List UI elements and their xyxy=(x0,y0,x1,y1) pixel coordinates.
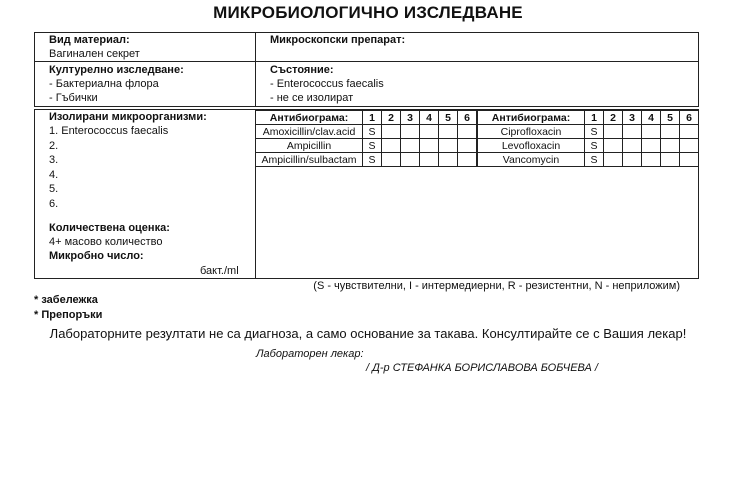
antibiogram-header: Антибиограма: xyxy=(478,111,585,125)
culture-item: - Гъбички xyxy=(49,92,98,104)
col-header: 2 xyxy=(382,111,401,125)
culture-label: Културелно изследване: xyxy=(49,64,184,76)
table-row xyxy=(478,125,699,139)
state-item: - не се изолират xyxy=(270,92,354,104)
antibiotic-name: Ampicillin xyxy=(256,139,363,153)
isolated-item: 4. xyxy=(49,169,59,181)
antibiogram-table-right xyxy=(477,110,699,167)
quant-label: Количествена оценка: xyxy=(49,222,170,234)
sensitivity-cell: S xyxy=(585,153,604,167)
disclaimer-text: Лабораторните резултати не са диагноза, а само основание за такава. Консултирайте се с Вашия лекар! xyxy=(49,326,687,341)
sensitivity-cell: S xyxy=(363,139,382,153)
isolated-label: Изолирани микроорганизми: xyxy=(49,111,207,123)
col-header: 5 xyxy=(661,111,680,125)
col-header: 3 xyxy=(623,111,642,125)
recommend-note: * Препоръки xyxy=(34,309,103,321)
isolated-item: 3. xyxy=(49,154,59,166)
material-label: Вид материал: xyxy=(49,34,130,46)
sensitivity-cell: S xyxy=(585,125,604,139)
doctor-label: Лабораторен лекар: xyxy=(256,348,364,360)
table-header-row xyxy=(256,111,477,125)
state-label: Състояние: xyxy=(270,64,334,76)
table-row xyxy=(256,125,477,139)
micro-count-label: Микробно число: xyxy=(49,250,144,262)
sensitivity-cell: S xyxy=(363,125,382,139)
sensitivity-cell: S xyxy=(363,153,382,167)
sensitivity-cell: S xyxy=(585,139,604,153)
table-row xyxy=(478,153,699,167)
antibiotic-name: Ampicillin/sulbactam xyxy=(256,153,363,167)
col-header: 3 xyxy=(401,111,420,125)
page-title: МИКРОБИОЛОГИЧНО ИЗСЛЕДВАНЕ xyxy=(213,3,523,22)
col-header: 6 xyxy=(458,111,477,125)
table-row xyxy=(256,153,477,167)
antibiotic-name: Amoxicillin/clav.acid xyxy=(256,125,363,139)
isolated-item: 5. xyxy=(49,183,59,195)
antibiotic-name: Ciprofloxacin xyxy=(478,125,585,139)
material-value: Вагинален секрет xyxy=(49,48,140,60)
culture-item: - Бактериална флора xyxy=(49,78,159,90)
col-header: 6 xyxy=(680,111,699,125)
antibiotic-name: Vancomycin xyxy=(478,153,585,167)
table-row xyxy=(256,139,477,153)
table-row xyxy=(478,139,699,153)
isolated-item: 2. xyxy=(49,140,59,152)
col-header: 1 xyxy=(585,111,604,125)
remark-note: * забележка xyxy=(34,294,98,306)
antibiogram-header: Антибиограма: xyxy=(256,111,363,125)
isolated-item: 6. xyxy=(49,198,59,210)
doctor-name: / Д-р СТЕФАНКА БОРИСЛАВОВА БОБЧЕВА / xyxy=(366,362,598,374)
quant-value: 4+ масово количество xyxy=(49,236,163,248)
antibiogram-table-left xyxy=(255,110,477,167)
col-header: 5 xyxy=(439,111,458,125)
col-header: 2 xyxy=(604,111,623,125)
isolated-item: 1. Enterococcus faecalis xyxy=(49,125,169,137)
antibiotic-name: Levofloxacin xyxy=(478,139,585,153)
table-header-row xyxy=(478,111,699,125)
microscopy-label: Микроскопски препарат: xyxy=(270,34,406,46)
col-header: 4 xyxy=(642,111,661,125)
col-header: 4 xyxy=(420,111,439,125)
state-item: - Enterococcus faecalis xyxy=(270,78,384,90)
sensitivity-legend: (S - чувствителни, I - интермедиерни, R - резистентни, N - неприложим) xyxy=(313,280,680,292)
micro-count-unit: бакт./ml xyxy=(200,265,239,277)
col-header: 1 xyxy=(363,111,382,125)
